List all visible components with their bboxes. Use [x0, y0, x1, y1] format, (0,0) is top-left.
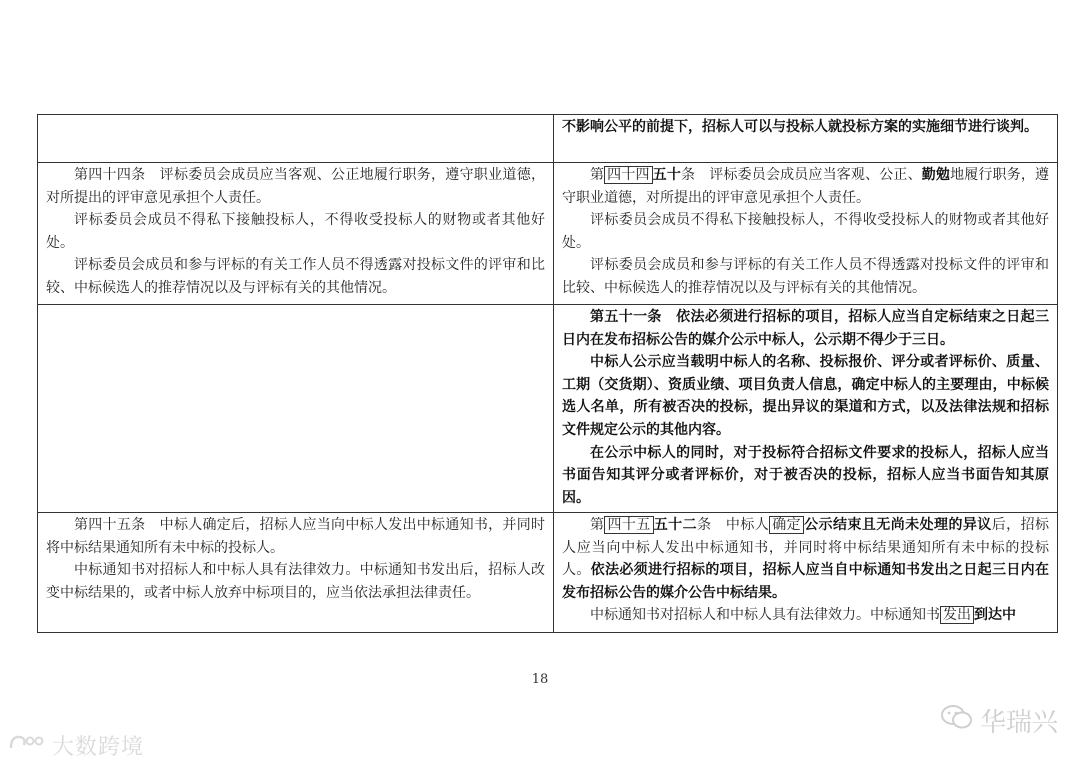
paragraph — [46, 254, 545, 299]
text-segment: 中标通知书对招标人和中标人具有法律效力。中标通知书发出后，招标人改变中标结果的，或者中标人放弃中标项目的，应当依法承担法律责任。 — [46, 562, 545, 601]
paragraph — [562, 116, 1049, 139]
paragraph — [46, 209, 545, 254]
text-segment: 条 中标人 — [697, 517, 770, 533]
added-text: 公示结束且无尚未处理的异议 — [804, 517, 992, 533]
added-text: 勤勉 — [921, 167, 951, 183]
original-text-cell — [38, 163, 554, 305]
revised-text-cell — [554, 513, 1058, 633]
text-segment: 条 评标委员会成员应当客观、公正、 — [680, 167, 922, 183]
table-row — [38, 513, 1058, 633]
revised-text-cell — [554, 305, 1058, 513]
text-segment: 评标委员会成员不得私下接触投标人，不得收受投标人的财物或者其他好处。 — [46, 212, 545, 251]
paragraph — [562, 604, 1049, 627]
paragraph — [46, 559, 545, 604]
added-text: 不影响公平的前提下，招标人可以与投标人就投标方案的实施细节进行谈判。 — [562, 119, 1038, 135]
text-segment: 第四十四条 评标委员会成员应当客观、公正地履行职务，遵守职业道德，对所提出的评审意见承担个人责任。 — [46, 167, 545, 206]
brand-logo-icon — [8, 732, 48, 760]
comparison-table — [37, 114, 1058, 633]
wechat-icon — [940, 703, 974, 738]
paragraph — [562, 254, 1049, 299]
added-text: 第五十一条 依法必须进行招标的项目，招标人应当自定标结束之日起三日内在发布招标公告的媒介公示中标人，公示期不得少于三日。 — [562, 309, 1049, 348]
paragraph — [562, 514, 1049, 604]
paragraph — [562, 209, 1049, 254]
original-text-cell — [38, 115, 554, 163]
original-text-cell — [38, 305, 554, 513]
watermark-right-text: 华瑞兴 — [979, 708, 1058, 738]
paragraph — [562, 306, 1049, 351]
deleted-text: 发出 — [940, 606, 974, 624]
text-segment: 后，招标人应当向中标人发出中标通知书，并同时将中标结果通知所有未中标的投标人。 — [562, 517, 1050, 579]
table-row — [38, 115, 1058, 163]
paragraph — [46, 514, 545, 559]
paragraph — [46, 164, 545, 209]
deleted-text: 四十四 — [604, 166, 652, 184]
watermark-left — [8, 730, 144, 761]
added-text: 中标人公示应当载明中标人的名称、投标报价、评分或者评标价、质量、工期（交货期）、资质业绩、项目负责人信息，确定中标人的主要理由，中标候选人名单，所有被否决的投标，提出异议的渠道和方式，以及法律法规和招标文件规定公示的其他内容。 — [562, 354, 1049, 438]
table-row — [38, 305, 1058, 513]
text-segment: 评标委员会成员不得私下接触投标人，不得收受投标人的财物或者其他好处。 — [562, 212, 1049, 251]
added-text: 五十二 — [653, 517, 698, 533]
deleted-text: 四十五 — [604, 516, 653, 534]
watermark-left-text: 大数跨境 — [52, 735, 145, 760]
deleted-text: 确定 — [769, 516, 804, 534]
added-text: 依法必须进行招标的项目，招标人应当自中标通知书发出之日起三日内在发布招标公告的媒介公告中标结果。 — [562, 562, 1050, 601]
added-text: 到达中 — [974, 607, 1016, 624]
revised-text-cell — [554, 163, 1058, 305]
paragraph — [562, 164, 1049, 209]
watermark-right — [940, 702, 1058, 739]
text-segment: 地履行职务，遵守职业道德，对所提出的评审意见承担个人责任。 — [562, 167, 1050, 206]
paragraph — [562, 442, 1049, 510]
text-segment: 第 — [590, 517, 605, 533]
text-segment: 中标通知书对招标人和中标人具有法律效力。中标通知书 — [590, 607, 940, 624]
table-row — [38, 163, 1058, 305]
comparison-table-body — [38, 115, 1058, 633]
added-text: 五十 — [652, 167, 681, 183]
text-segment: 评标委员会成员和参与评标的有关工作人员不得透露对投标文件的评审和比较、中标候选人的推荐情况以及与评标有关的其他情况。 — [46, 257, 545, 296]
original-text-cell — [38, 513, 554, 633]
text-segment: 评标委员会成员和参与评标的有关工作人员不得透露对投标文件的评审和比较、中标候选人的推荐情况以及与评标有关的其他情况。 — [562, 257, 1049, 296]
paragraph — [562, 351, 1049, 441]
added-text: 在公示中标人的同时，对于投标符合招标文件要求的投标人，招标人应当书面告知其评分或者评标价，对于被否决的投标，招标人应当书面告知其原因。 — [562, 444, 1049, 506]
text-segment: 第四十五条 中标人确定后，招标人应当向中标人发出中标通知书，并同时将中标结果通知所有未中标的投标人。 — [46, 517, 545, 556]
revised-text-cell — [554, 115, 1058, 163]
page-number: 18 — [531, 672, 549, 687]
text-segment: 第 — [590, 167, 605, 183]
